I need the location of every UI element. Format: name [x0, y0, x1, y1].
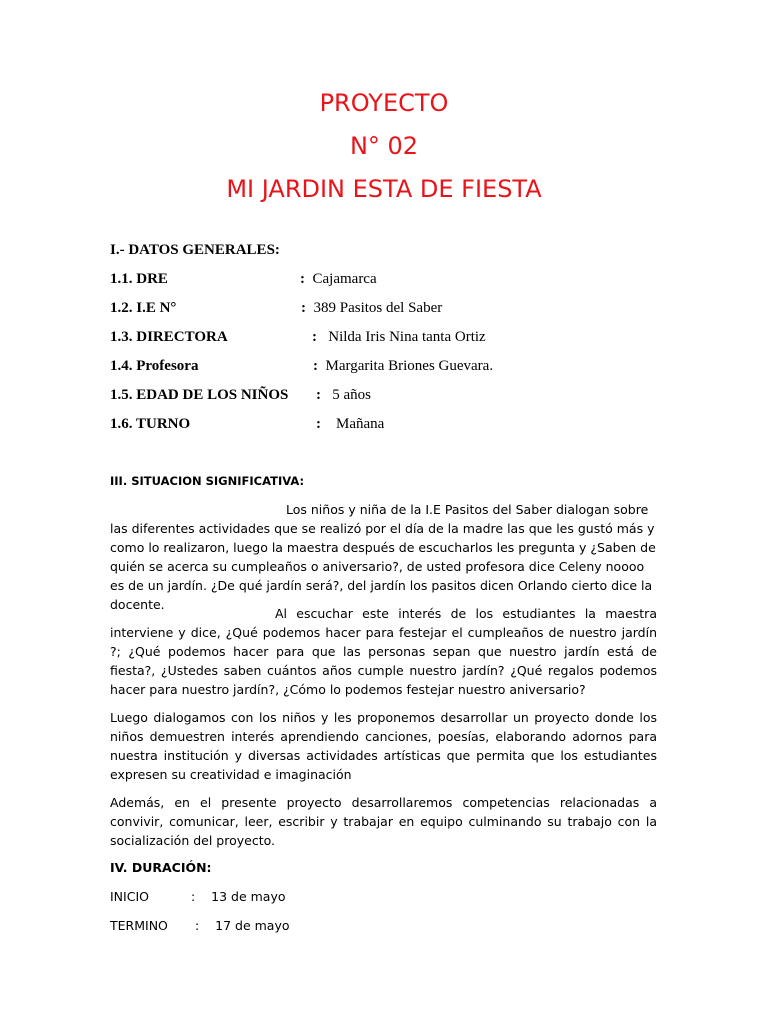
situation-paragraph-1: Los niños y niña de la I.E Pasitos del Saber dialogan sobre las diferentes actividades que se realizó por el día de la madre las que les gustó más y como lo realizaron, luego la maestra después de escucharlos les pregunta y ¿Saben de quién se acerca su cumpleaños o aniversario?, de usted profesora dice Celeny noooo es de un jardín. ¿De qué jardín será?, del jardín los pasitos dicen Orlando cierto dice la docente.: [110, 502, 656, 612]
general-row-profesora: [110, 355, 670, 384]
general-value-wrap: [313, 355, 493, 377]
general-data-section: [110, 239, 670, 442]
colon-separator: :: [195, 918, 200, 933]
duration-end-value: 17 de mayo: [215, 918, 290, 933]
duration-heading: IV. DURACIÓN:: [110, 860, 212, 875]
general-row-turno: [110, 413, 670, 442]
general-value: Cajamarca: [312, 271, 377, 287]
duration-start-value-wrap: [191, 887, 285, 906]
general-value: 389 Pasitos del Saber: [313, 300, 443, 316]
situation-paragraph-3: Luego dialogamos con los niños y les proponemos desarrollar un proyecto donde los niños demuestren interés aprendiendo canciones, poesías, elaborando adornos para nuestra institución y diversas actividades artísticas que permita que los estudiantes expresen su creatividad e imaginación: [110, 710, 657, 782]
general-data-heading: I.- DATOS GENERALES:: [110, 242, 280, 258]
colon-separator: :: [301, 300, 306, 316]
general-label: 1.1. DRE: [110, 271, 168, 287]
general-value: 5 años: [332, 387, 371, 403]
general-label: 1.3. DIRECTORA: [110, 329, 228, 345]
colon-separator: :: [313, 358, 318, 374]
general-label: 1.6. TURNO: [110, 416, 191, 432]
general-label: 1.2. I.E N°: [110, 300, 177, 316]
general-value-wrap: [316, 413, 384, 435]
general-value-wrap: [312, 326, 486, 348]
title-line-name: MI JARDIN ESTA DE FIESTA: [226, 175, 542, 203]
colon-separator: :: [312, 329, 317, 345]
project-title: [0, 82, 768, 211]
duration-end-label: TERMINO: [110, 918, 168, 933]
general-label: 1.4. Profesora: [110, 358, 199, 374]
general-value: Margarita Briones Guevara.: [325, 358, 494, 374]
situation-heading: III. SITUACION SIGNIFICATIVA:: [110, 474, 305, 488]
duration-start-value: 13 de mayo: [211, 889, 286, 904]
general-value: Nilda Iris Nina tanta Ortiz: [328, 329, 486, 345]
colon-separator: :: [316, 416, 321, 432]
general-value: Mañana: [336, 416, 385, 432]
situation-paragraph-2: Al escuchar este interés de los estudiantes la maestra interviene y dice, ¿Qué podemos hacer para festejar el cumpleaños de nuestro jardín ?; ¿Qué podemos hacer para que las personas sepan que nuestro jardín está de fiesta?, ¿Ustedes saben cuántos años cumple nuestro jardín? ¿Qué regalos podemos hacer para nuestro jardín?, ¿Cómo lo podemos festejar nuestro aniversario?: [110, 606, 657, 697]
general-value-wrap: [316, 384, 371, 406]
title-line-number: N° 02: [349, 132, 419, 160]
colon-separator: :: [316, 387, 321, 403]
duration-end-value-wrap: [195, 916, 289, 935]
general-row-dre: [110, 268, 670, 297]
colon-separator: :: [191, 889, 196, 904]
colon-separator: :: [300, 271, 305, 287]
duration-start-label: INICIO: [110, 889, 149, 904]
general-row-directora: [110, 326, 670, 355]
general-row-edad: [110, 384, 670, 413]
situation-paragraph-4: Además, en el presente proyecto desarrollaremos competencias relacionadas a convivir, comunicar, leer, escribir y trabajar en equipo culminando su trabajo con la socialización del proyecto.: [110, 795, 657, 848]
general-value-wrap: [300, 268, 377, 290]
general-label: 1.5. EDAD DE LOS NIÑOS: [110, 387, 289, 403]
title-line-proyecto: PROYECTO: [319, 89, 449, 117]
general-value-wrap: [301, 297, 442, 319]
general-row-ie: [110, 297, 670, 326]
